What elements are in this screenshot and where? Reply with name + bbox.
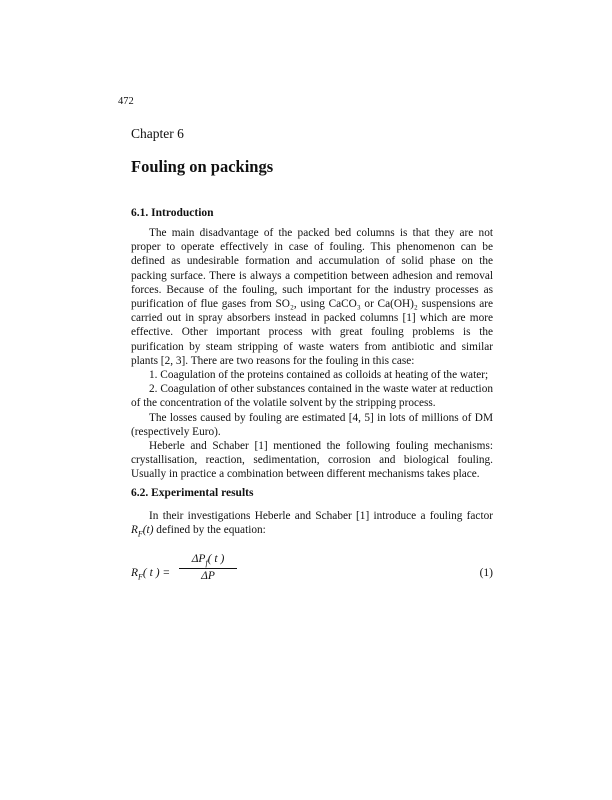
- fouling-factor-symbol: $R_F(t)$: [131, 524, 154, 539]
- paragraph: The losses caused by fouling are estimated [4, 5] in lots of millions of DM (respectively Euro).: [131, 411, 493, 438]
- page-number: 472: [118, 96, 134, 107]
- chapter-label: Chapter 6: [131, 126, 184, 141]
- equation-numerator: $\Delta P_f$( t ): [191, 553, 225, 568]
- paragraph-text: defined by the equation:: [156, 524, 266, 537]
- chapter-title: Fouling on packings: [131, 157, 274, 176]
- paragraph: [131, 509, 493, 542]
- equation-lhs: $R_F$( t ) =: [131, 567, 171, 582]
- experimental-body: [131, 509, 493, 542]
- equation-fraction: [179, 553, 237, 582]
- equation-denominator: ΔP: [201, 570, 215, 583]
- equation-number: (1): [479, 567, 493, 579]
- section-heading-introduction: 6.1. Introduction: [131, 207, 214, 219]
- section-heading-experimental-results: 6.2. Experimental results: [131, 487, 254, 499]
- paragraph: The main disadvantage of the packed bed columns is that they are not proper to operate effectively in case of fouling. This phenomenon can be defined as undesirable formation and accumulation of solid phase on the packing surface. There is always a competition between adhesion and removal forces. Because of the fouling, such important for the industry processes as purification of flue gases from SO₂, using CaCO₃ or Ca(OH)₂ suspensions are carried out in spray absorbers instead in packed columns [1] which are more effective. Other important process with great fouling problems is the purification by steam stripping of waste waters from antibiotic and similar plants [2, 3]. There are two reasons for the fouling in this case:: [131, 227, 493, 367]
- list-item: 1. Coagulation of the proteins contained as colloids at heating of the water;: [149, 369, 489, 382]
- list-item: 2. Coagulation of other substances contained in the waste water at reduction of the concentration of the volatile solvent by the stripping process.: [131, 383, 493, 410]
- equation-1: [131, 553, 493, 597]
- paragraph: Heberle and Schaber [1] mentioned the following fouling mechanisms: crystallisation, reaction, sedimentation, corrosion and biological fouling. Usually in practice a combination between different mechanisms takes place.: [131, 440, 493, 481]
- introduction-body: [131, 226, 493, 482]
- paragraph-text: In their investigations Heberle and Schaber [1] introduce a fouling factor: [149, 510, 493, 522]
